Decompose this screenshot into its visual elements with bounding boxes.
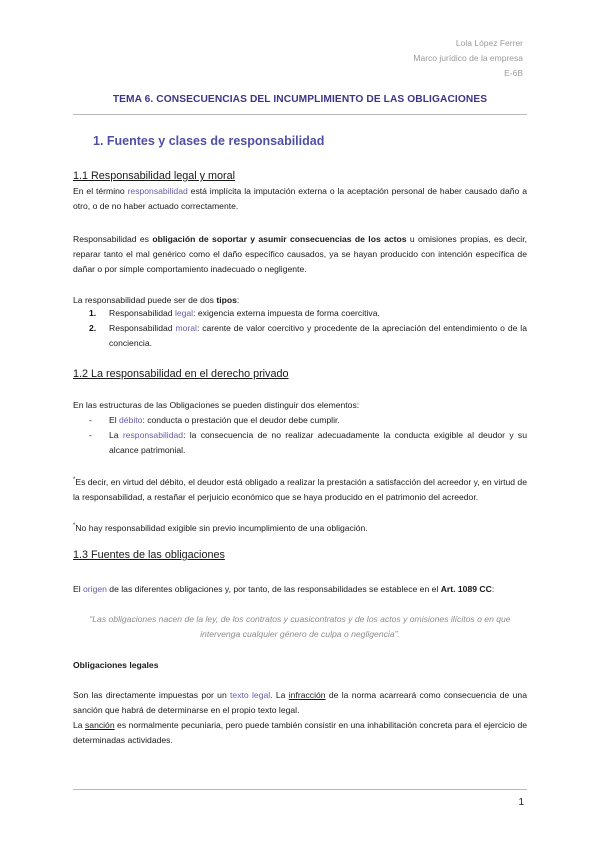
list-item-legal: Responsabilidad legal: exigencia externa impuesta de forma coercitiva. xyxy=(109,308,380,318)
header-subject: Marco jurídico de la empresa xyxy=(413,53,523,63)
subsection-1-3-title: 1.3 Fuentes de las obligaciones xyxy=(73,549,225,561)
list-item-debito: El débito: conducta o prestación que el deudor debe cumplir. xyxy=(109,415,340,425)
page-number: 1 xyxy=(518,797,524,808)
header-author: Lola López Ferrer xyxy=(455,38,523,48)
section-1-heading: 1. Fuentes y clases de responsabilidad xyxy=(93,134,325,148)
subsection-1-1-title: 1.1 Responsabilidad legal y moral xyxy=(73,170,236,182)
list-number-1: 1. xyxy=(89,308,97,318)
title-divider xyxy=(73,114,527,115)
dash-2: - xyxy=(89,430,92,440)
s12-note-2: *No hay responsabilidad exigible sin previo incumplimiento de una obligación. xyxy=(73,522,368,533)
subsection-1-2-title: 1.2 La responsabilidad en el derecho privado xyxy=(73,368,289,380)
footer-divider xyxy=(73,789,527,790)
s11-paragraph-3: La responsabilidad puede ser de dos tipos: xyxy=(73,295,240,305)
header-group: E-6B xyxy=(504,68,523,78)
s13-paragraph-3: La sanción es normalmente pecuniaria, pero puede también consistir en una inhabilitación concreta para el ejercicio de determinadas actividades. xyxy=(73,720,527,746)
list-number-2: 2. xyxy=(89,323,97,333)
s11-paragraph-1: En el término responsabilidad está implícita la imputación externa o la aceptación personal de haber causado daño a otro, o de no haber actuado correctamente. xyxy=(73,186,527,212)
dash-1: - xyxy=(89,415,92,425)
list-item-responsabilidad: La responsabilidad: la consecuencia de no realizar adecuadamente la conducta exigible al deudor y su alcance patrimonial. xyxy=(109,430,527,456)
keyword-responsabilidad: responsabilidad xyxy=(127,186,188,196)
list-item-moral: Responsabilidad moral: carente de valor coercitivo y procedente de la apreciación del entendimiento o de la conciencia. xyxy=(109,323,527,349)
document-title: TEMA 6. CONSECUENCIAS DEL INCUMPLIMIENTO DE LAS OBLIGACIONES xyxy=(112,94,488,105)
s12-intro: En las estructuras de las Obligaciones se pueden distinguir dos elementos: xyxy=(73,400,360,410)
s13-paragraph-2: Son las directamente impuestas por un texto legal. La infracción de la norma acarreará como consecuencia de una sanción que habrá de determinarse en el propio texto legal. xyxy=(73,690,527,716)
s12-note-1: *Es decir, en virtud del débito, el deudor está obligado a realizar la prestación a satisfacción del acreedor y, en virtud de la responsabilidad, a restañar el perjuicio económico que se haya producido en el patrimonio del acreedor. xyxy=(73,476,527,503)
bold-definition: obligación de soportar y asumir consecuencias de los actos xyxy=(152,234,407,244)
s13-paragraph-1: El origen de las diferentes obligaciones y, por tanto, de las responsabilidades se establece en el Art. 1089 CC: xyxy=(73,584,495,594)
s11-paragraph-2: Responsabilidad es obligación de soportar y asumir consecuencias de los actos u omisiones propias, es decir, reparar tanto el mal genérico como el daño específico causados, ya se hayan producido con intención específica de dañar o por simple comportamiento inadecuado o negligente. xyxy=(73,234,527,275)
article-quote: “Las obligaciones nacen de la ley, de los contratos y cuasicontratos y de los actos y omisiones ilícitos o en que intervenga cualquier género de culpa o negligencia”. xyxy=(89,614,511,640)
legal-obligations-heading: Obligaciones legales xyxy=(73,660,159,670)
